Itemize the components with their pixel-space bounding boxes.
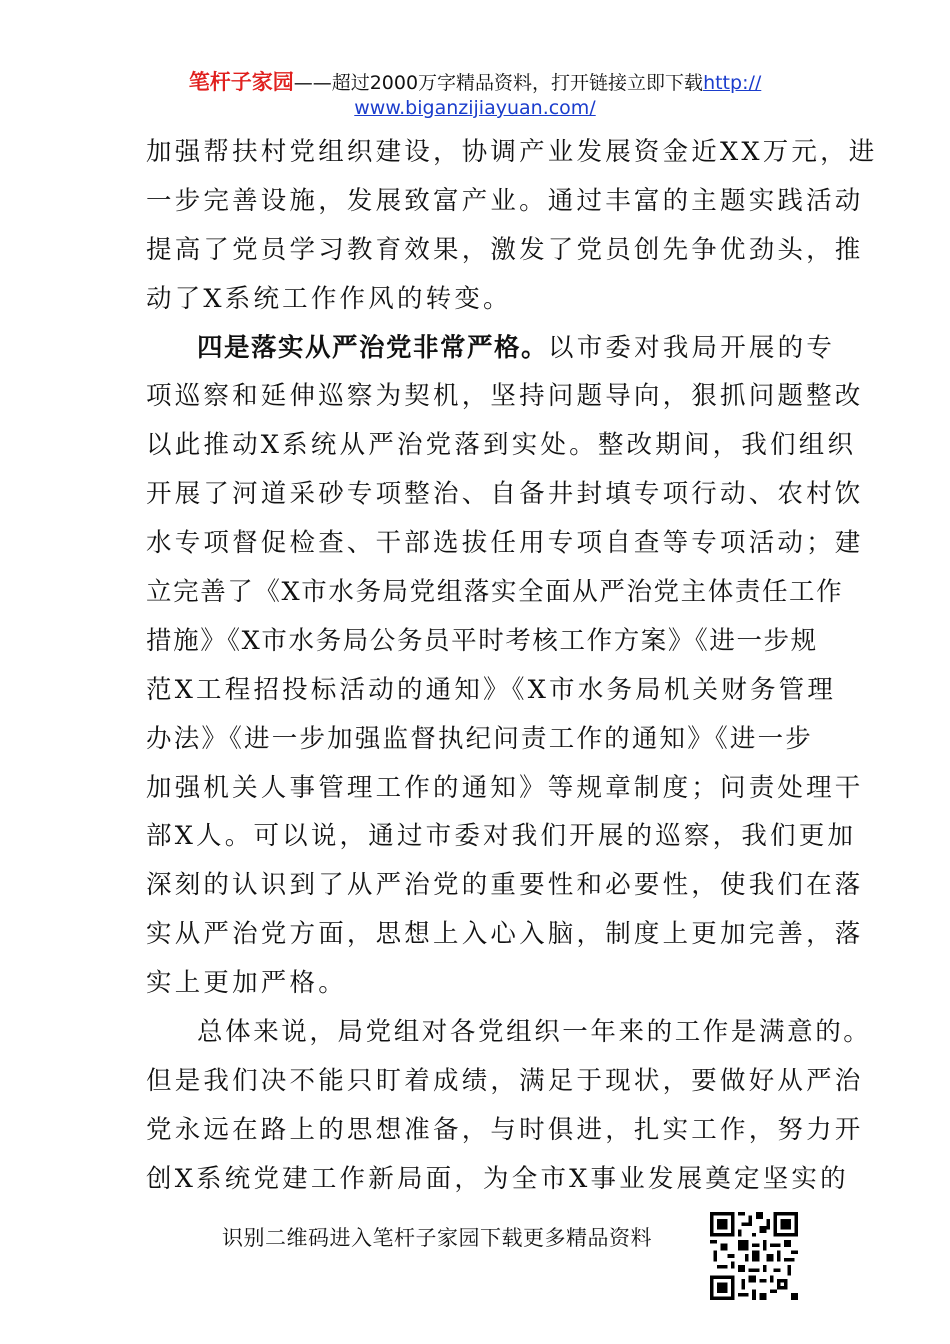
body-line: 办法》《进一步加强监督执纪问责工作的通知》《进一步 — [146, 723, 814, 754]
header-tagline: ——超过2000万字精品资料，打开链接立即下载 — [293, 72, 704, 94]
body-line: 加强机关人事管理工作的通知》等规章制度；问责处理干 — [146, 772, 864, 803]
body-line: 但是我们决不能只盯着成绩，满足于现状，要做好从严治 — [146, 1065, 864, 1096]
download-link-url[interactable]: www.biganzijiayuan.com/ — [354, 97, 596, 119]
header-line-2 — [0, 96, 950, 121]
header-line-1 — [0, 70, 950, 96]
footer-caption: 识别二维码进入笔杆子家园下载更多精品资料 — [222, 1226, 652, 1250]
page-header — [0, 70, 950, 121]
paragraph-four-start — [146, 324, 836, 373]
body-line: 党永远在路上的思想准备，与时俱进，扎实工作，努力开 — [146, 1114, 864, 1145]
body-line: 一步完善设施，发展致富产业。通过丰富的主题实践活动 — [146, 185, 864, 216]
body-line: 范X工程招投标活动的通知》《X市水务局机关财务管理 — [146, 674, 837, 705]
download-link[interactable]: http:// — [703, 72, 762, 94]
paragraph-heading: 四是落实从严治党非常严格。 — [197, 332, 549, 363]
body-line: 深刻的认识到了从严治党的重要性和必要性，使我们在落 — [146, 870, 864, 901]
body-line: 动了X系统工作作风的转变。 — [146, 283, 512, 314]
body-line: 水专项督促检查、干部选拔任用专项自查等专项活动；建 — [146, 528, 864, 559]
body-line: 总体来说，局党组对各党组织一年来的工作是满意的。 — [197, 1017, 872, 1048]
brand-name: 笔杆子家园 — [188, 70, 294, 94]
body-line: 实从严治党方面，思想上入心入脑，制度上更加完善，落 — [146, 919, 864, 950]
body-line: 措施》《X市水务局公务员平时考核工作方案》《进一步规 — [146, 625, 818, 656]
body-line: 以此推动X系统从严治党落到实处。整改期间，我们组织 — [146, 430, 857, 461]
qr-code-icon[interactable] — [710, 1212, 798, 1300]
body-line: 提高了党员学习教育效果，激发了党员创先争优劲头，推 — [146, 234, 864, 265]
document-body — [146, 128, 878, 1204]
body-line: 项巡察和延伸巡察为契机，坚持问题导向，狠抓问题整改 — [146, 381, 864, 412]
body-line-text: 以市委对我局开展的专 — [548, 332, 836, 363]
body-line: 立完善了《X市水务局党组落实全面从严治党主体责任工作 — [146, 577, 844, 608]
body-line: 开展了河道采砂专项整治、自备井封填专项行动、农村饮 — [146, 479, 864, 510]
body-line: 创X系统党建工作新局面，为全市X事业发展奠定坚实的 — [146, 1163, 849, 1194]
body-line: 实上更加严格。 — [146, 968, 347, 999]
body-line: 部X人。可以说，通过市委对我们开展的巡察，我们更加 — [146, 821, 857, 852]
body-line: 加强帮扶村党组织建设，协调产业发展资金近XX万元，进 — [146, 137, 878, 167]
